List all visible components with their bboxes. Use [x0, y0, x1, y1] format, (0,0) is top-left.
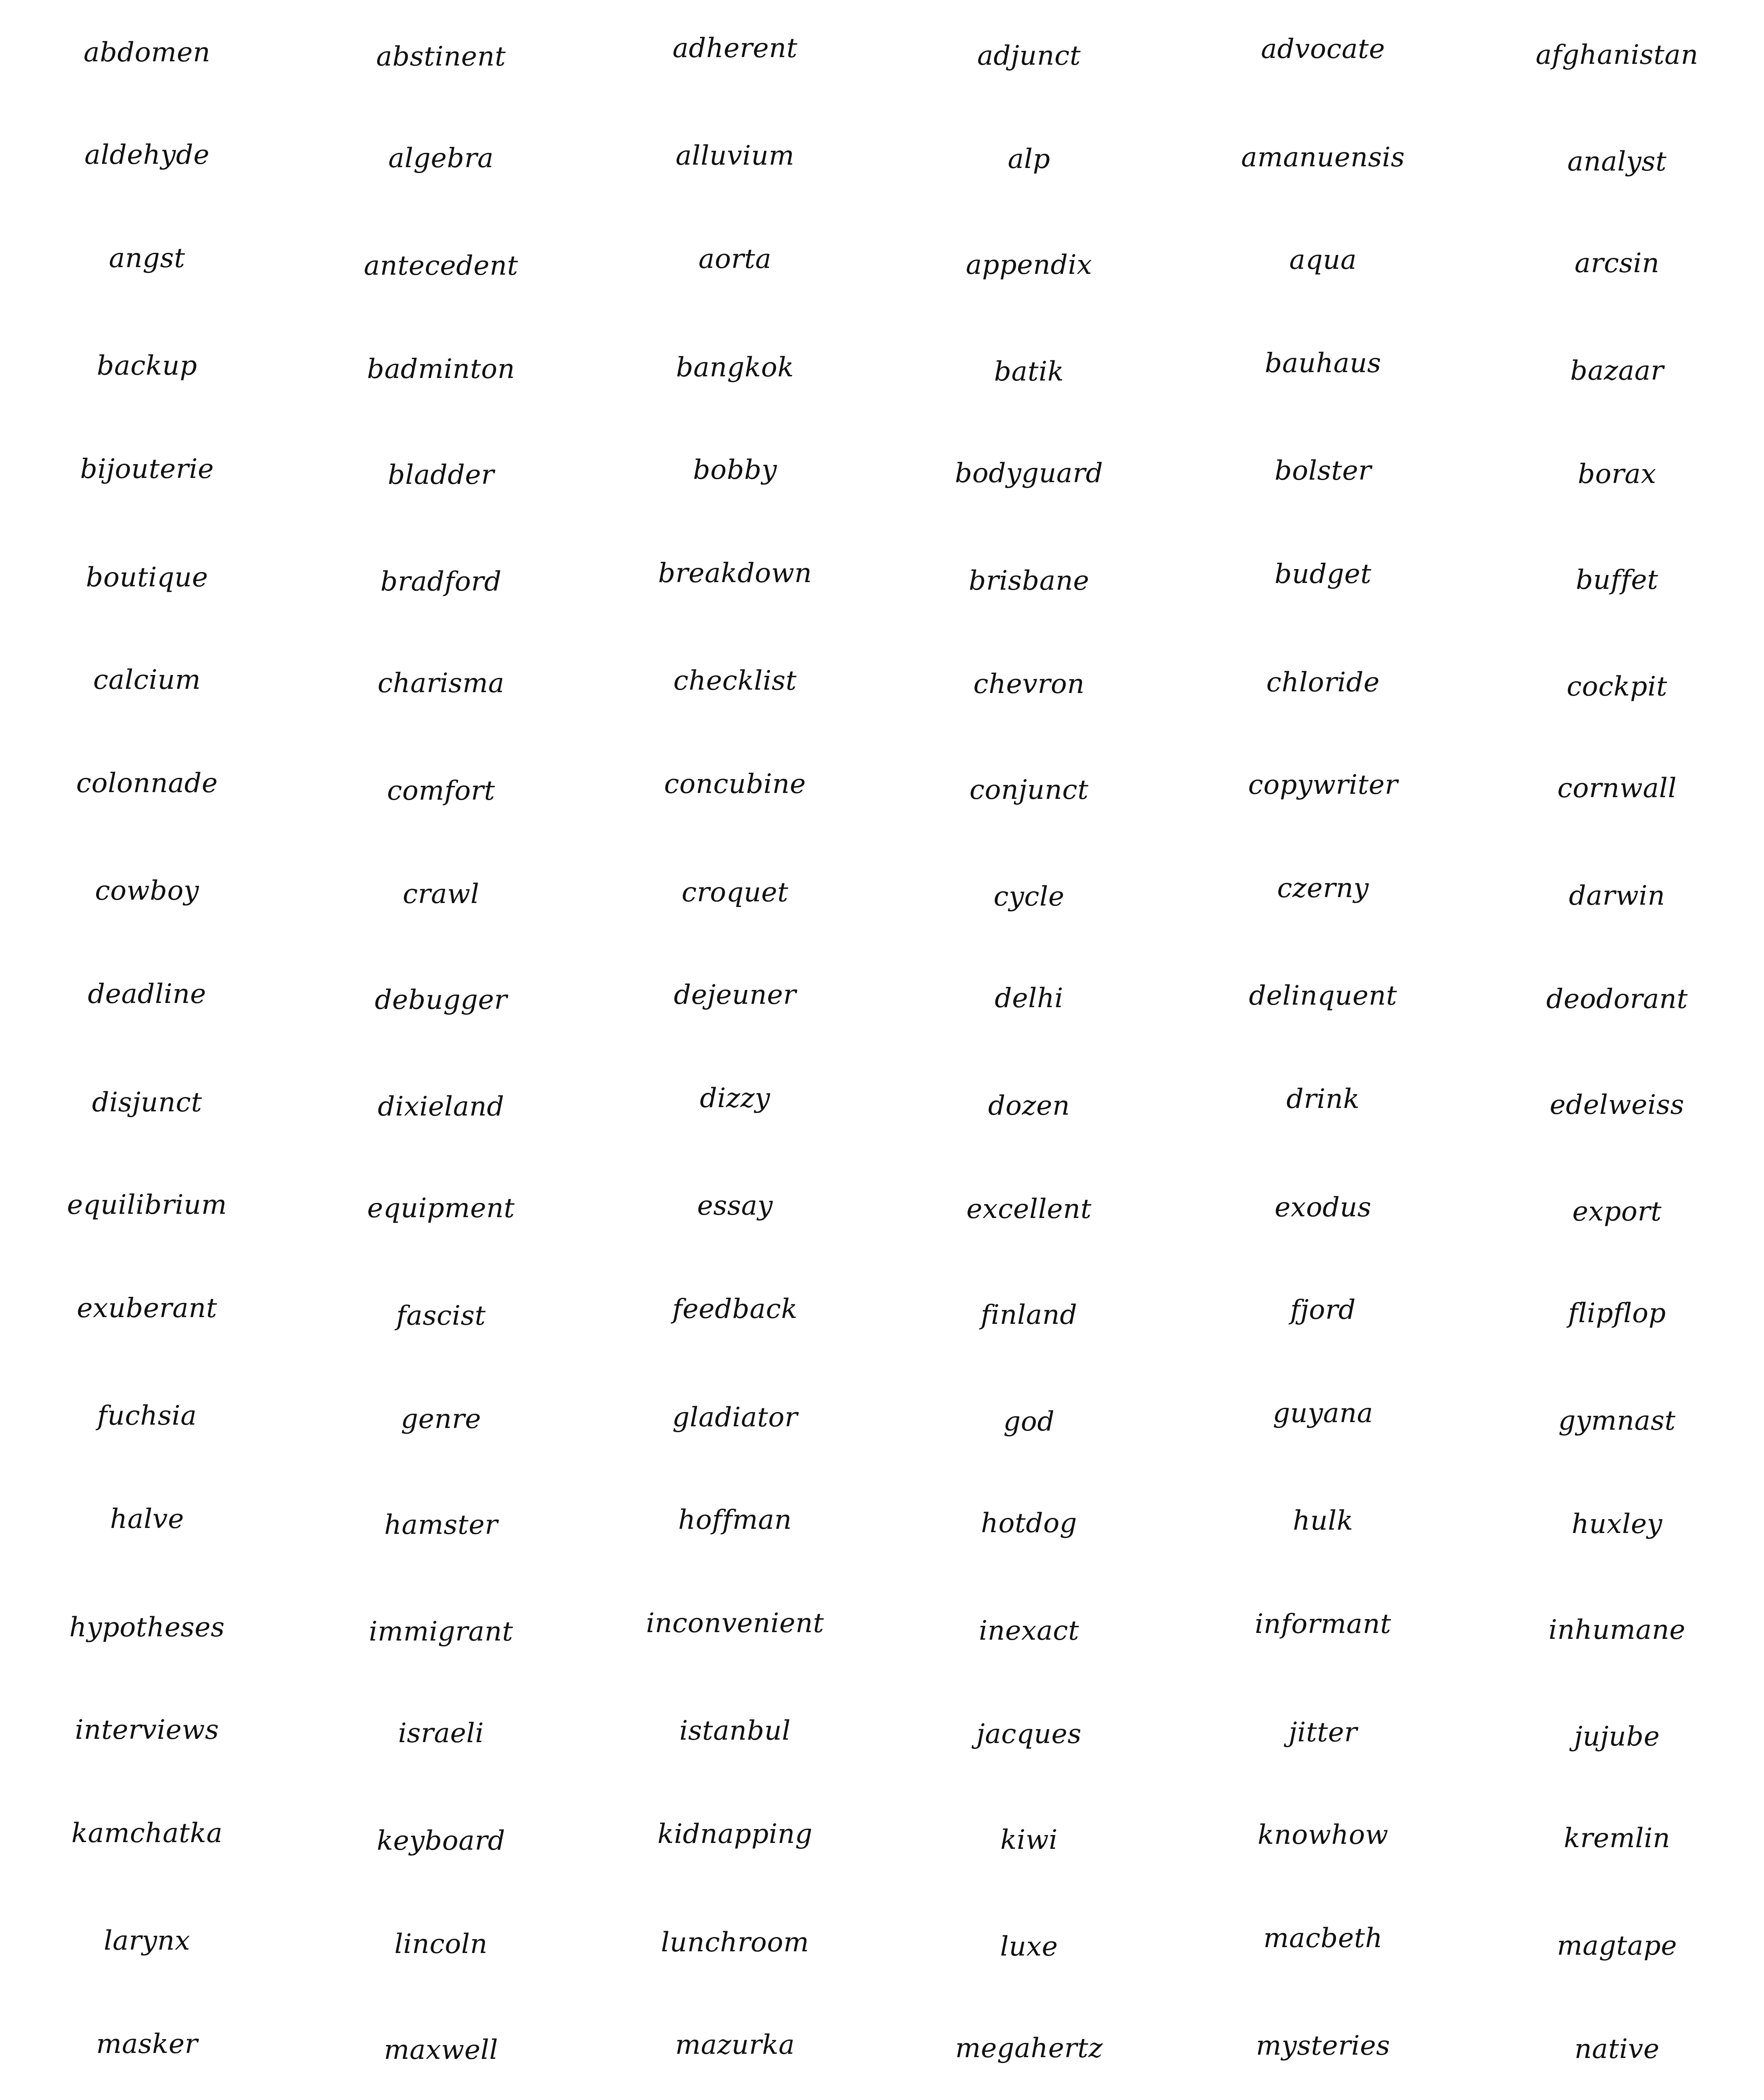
handwritten-word: immigrant: [369, 1616, 513, 1647]
handwritten-word: israeli: [398, 1718, 484, 1749]
handwritten-word: hulk: [1293, 1505, 1353, 1536]
handwritten-word: cycle: [993, 881, 1065, 912]
handwritten-word: keyboard: [376, 1825, 506, 1856]
handwritten-word: inexact: [979, 1615, 1079, 1646]
handwritten-word: megahertz: [955, 2033, 1103, 2064]
handwritten-word: cornwall: [1557, 773, 1677, 804]
handwritten-word: guyana: [1273, 1398, 1373, 1429]
handwritten-word: jitter: [1289, 1717, 1357, 1748]
handwritten-word: buffet: [1575, 564, 1659, 596]
handwritten-word: finland: [981, 1299, 1077, 1331]
handwritten-word: antecedent: [364, 250, 518, 281]
handwritten-word: aldehyde: [84, 139, 210, 171]
handwritten-word: cowboy: [95, 875, 199, 906]
handwritten-word: bolster: [1274, 455, 1372, 486]
handwritten-word: export: [1572, 1196, 1662, 1227]
handwritten-word: lunchroom: [661, 1927, 809, 1958]
handwritten-word: inconvenient: [646, 1608, 824, 1639]
handwritten-word: native: [1574, 2034, 1660, 2065]
handwritten-word: debugger: [375, 984, 507, 1016]
handwritten-word: deodorant: [1546, 984, 1688, 1015]
handwritten-word: colonnade: [76, 768, 218, 799]
handwritten-word: crawl: [402, 879, 480, 910]
handwritten-word: edelweiss: [1549, 1089, 1685, 1121]
handwritten-word: backup: [97, 350, 197, 381]
handwritten-word: gladiator: [672, 1402, 798, 1433]
handwritten-word: afghanistan: [1536, 39, 1698, 71]
handwritten-word: huxley: [1571, 1509, 1663, 1540]
handwritten-word: batik: [994, 356, 1064, 387]
handwritten-word: appendix: [966, 249, 1092, 281]
handwritten-word: bauhaus: [1265, 348, 1381, 379]
handwritten-word: comfort: [387, 775, 495, 806]
handwritten-word: mysteries: [1256, 2030, 1390, 2061]
handwritten-word: delinquent: [1249, 980, 1397, 1011]
handwritten-word: bradford: [380, 566, 502, 597]
handwritten-word: drink: [1286, 1084, 1360, 1115]
handwritten-word: dozen: [988, 1090, 1070, 1121]
handwritten-word: excellent: [966, 1194, 1092, 1225]
handwritten-word: exuberant: [76, 1293, 218, 1324]
handwritten-word: arcsin: [1574, 248, 1660, 279]
handwritten-word: adherent: [672, 33, 798, 64]
handwritten-word: brisbane: [969, 565, 1089, 596]
handwritten-word: adjunct: [977, 40, 1081, 71]
handwritten-word: equipment: [367, 1193, 515, 1224]
handwritten-word: knowhow: [1257, 1819, 1389, 1851]
handwritten-word: budget: [1274, 559, 1372, 590]
handwritten-word: informant: [1255, 1609, 1391, 1640]
handwritten-word: cockpit: [1567, 671, 1667, 702]
handwritten-word: amanuensis: [1241, 142, 1405, 173]
handwritten-word: bijouterie: [80, 454, 214, 485]
handwritten-word: boutique: [86, 562, 208, 593]
handwritten-word: bazaar: [1570, 355, 1664, 386]
handwritten-word: jacques: [976, 1719, 1082, 1750]
handwritten-word: czerny: [1277, 873, 1369, 904]
handwritten-word: concubine: [664, 769, 806, 800]
handwritten-word: god: [1003, 1406, 1055, 1437]
handwritten-word: checklist: [673, 665, 797, 696]
handwritten-word: aqua: [1289, 244, 1357, 276]
handwritten-word: inhumane: [1548, 1614, 1686, 1646]
handwritten-word: [1176, 2097, 1470, 2100]
handwritten-word: conjunct: [969, 774, 1089, 806]
handwritten-word: macbeth: [1263, 1923, 1383, 1954]
handwritten-word: essay: [697, 1190, 773, 1221]
handwritten-word: flipflop: [1568, 1298, 1666, 1329]
handwritten-word: deadline: [88, 979, 206, 1010]
handwritten-word: kiwi: [1000, 1824, 1058, 1856]
handwritten-word: algebra: [388, 143, 494, 174]
handwritten-word: delhi: [995, 983, 1063, 1014]
handwritten-word: chevron: [973, 669, 1085, 700]
handwritten-word: gymnast: [1558, 1405, 1676, 1436]
handwritten-word: bodyguard: [955, 458, 1103, 489]
handwritten-word: hamster: [384, 1509, 498, 1541]
handwritten-word: halve: [110, 1504, 184, 1535]
handwritten-word: charisma: [378, 668, 504, 699]
handwritten-word: abstinent: [376, 41, 506, 72]
handwritten-word: fuchsia: [97, 1400, 197, 1431]
handwritten-word: copywriter: [1248, 769, 1398, 801]
handwritten-word: fascist: [396, 1300, 486, 1331]
handwritten-word: darwin: [1569, 880, 1665, 911]
handwritten-word: genre: [401, 1404, 481, 1435]
handwritten-word: interviews: [75, 1714, 219, 1746]
handwritten-word: mazurka: [675, 2029, 795, 2061]
handwritten-word: [588, 2096, 882, 2100]
handwritten-word: disjunct: [92, 1087, 202, 1118]
handwritten-word: croquet: [681, 877, 789, 908]
handwritten-word: kamchatka: [71, 1818, 223, 1849]
handwritten-word: magtape: [1557, 1930, 1677, 1961]
handwritten-word: maxwell: [383, 2034, 499, 2066]
handwritten-word: dixieland: [378, 1091, 504, 1122]
handwritten-word: bangkok: [676, 352, 794, 383]
handwritten-word: advocate: [1261, 34, 1385, 65]
handwritten-word: alp: [1008, 144, 1050, 175]
handwritten-word: calcium: [93, 664, 201, 696]
handwritten-word: istanbul: [679, 1715, 791, 1746]
handwritten-word: abdomen: [84, 37, 210, 68]
handwritten-word: aorta: [698, 244, 772, 275]
handwritten-word: hotdog: [981, 1508, 1077, 1539]
handwritten-word: fjord: [1290, 1294, 1356, 1326]
handwritten-word: badminton: [367, 354, 515, 385]
handwritten-word: analyst: [1567, 146, 1667, 177]
handwritten-word: alluvium: [675, 140, 795, 171]
handwritten-word: chloride: [1266, 667, 1380, 698]
handwritten-word: masker: [96, 2029, 198, 2060]
handwritten-word: hypotheses: [69, 1612, 225, 1643]
handwritten-word: lincoln: [394, 1929, 488, 1960]
handwritten-word: breakdown: [658, 558, 812, 589]
handwritten-word: feedback: [672, 1294, 798, 1325]
handwritten-word: kremlin: [1564, 1823, 1670, 1854]
handwritten-word: dejeuner: [674, 979, 796, 1011]
handwritten-word: luxe: [1000, 1931, 1058, 1962]
handwritten-word: bobby: [693, 454, 777, 486]
handwritten-word: equilibrium: [67, 1189, 227, 1221]
handwritten-word: larynx: [104, 1925, 190, 1956]
handwritten-word: angst: [109, 243, 185, 274]
handwritten-word: borax: [1578, 459, 1656, 490]
handwritten-word: kidnapping: [657, 1819, 813, 1850]
handwritten-word: hoffman: [678, 1504, 792, 1536]
handwritten-word: exodus: [1274, 1192, 1372, 1223]
handwritten-word: jujube: [1574, 1721, 1660, 1752]
handwritten-word: dizzy: [700, 1083, 770, 1114]
handwritten-word: bladder: [388, 459, 494, 491]
